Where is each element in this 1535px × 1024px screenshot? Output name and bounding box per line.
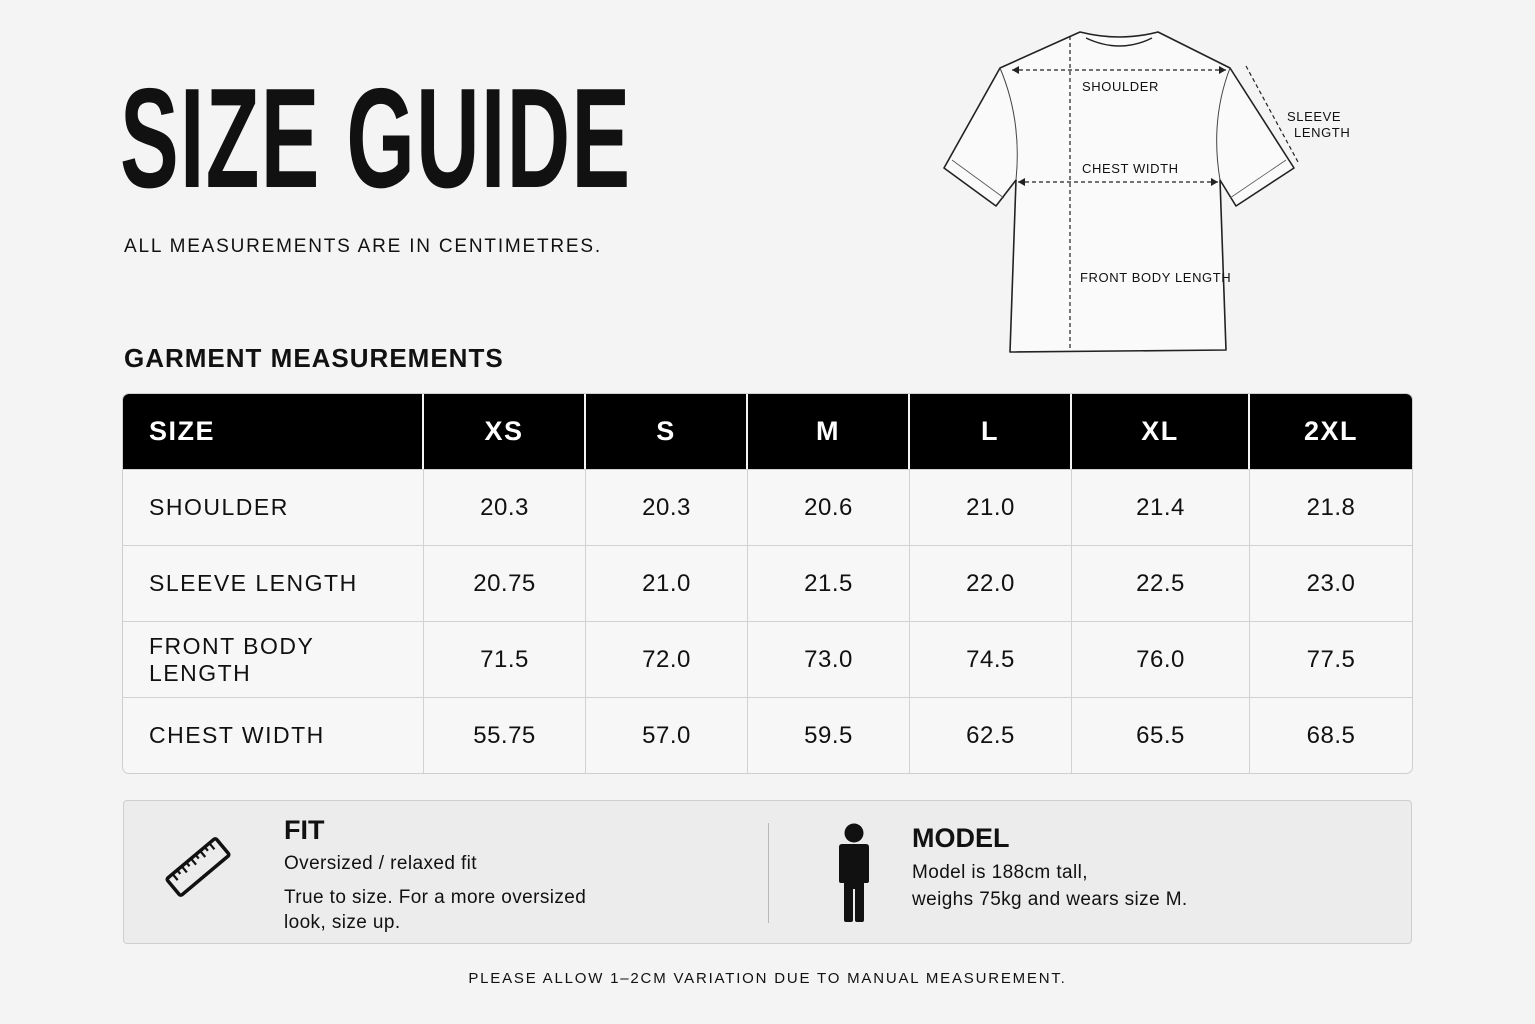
- fit-model-panel: [123, 800, 1412, 944]
- table-cell: 76.0: [1072, 621, 1250, 697]
- tshirt-diagram: [930, 20, 1350, 370]
- table-row: [123, 469, 1412, 545]
- table-cell: 20.3: [424, 469, 586, 545]
- header-xs: XS: [424, 394, 586, 469]
- panel-divider: [768, 823, 769, 923]
- table-cell: 62.5: [910, 697, 1072, 773]
- table-cell: 73.0: [748, 621, 910, 697]
- table-cell: 21.8: [1250, 469, 1412, 545]
- table-row: [123, 545, 1412, 621]
- table-cell: 20.75: [424, 545, 586, 621]
- table-cell: 59.5: [748, 697, 910, 773]
- table-cell: 23.0: [1250, 545, 1412, 621]
- table-cell: 21.0: [586, 545, 748, 621]
- model-size-text: weighs 75kg and wears size M.: [912, 889, 1188, 910]
- table-row: [123, 697, 1412, 773]
- model-title: MODEL: [912, 823, 1010, 853]
- person-icon: [832, 823, 876, 923]
- table-cell: 20.6: [748, 469, 910, 545]
- table-cell: 20.3: [586, 469, 748, 545]
- header-l: L: [910, 394, 1072, 469]
- table-cell: 57.0: [586, 697, 748, 773]
- model-height-text: Model is 188cm tall,: [912, 862, 1088, 883]
- page-title: SIZE GUIDE: [120, 59, 632, 218]
- table-cell: 72.0: [586, 621, 748, 697]
- table-cell: 55.75: [424, 697, 586, 773]
- fit-note: True to size. For a more oversized look, size up.: [284, 887, 587, 933]
- table-cell: 21.0: [910, 469, 1072, 545]
- row-label: FRONT BODY LENGTH: [123, 621, 424, 697]
- table-row: [123, 621, 1412, 697]
- label-front-body-length: FRONT BODY LENGTH: [1080, 270, 1232, 285]
- header-m: M: [748, 394, 910, 469]
- table-cell: 21.4: [1072, 469, 1250, 545]
- table-cell: 21.5: [748, 545, 910, 621]
- label-sleeve-line1: SLEEVE: [1287, 109, 1342, 124]
- fit-subtitle: Oversized / relaxed fit: [284, 853, 477, 874]
- header-s: S: [586, 394, 748, 469]
- table-cell: 68.5: [1250, 697, 1412, 773]
- page-subtitle: ALL MEASUREMENTS ARE IN CENTIMETRES.: [124, 236, 602, 257]
- table-cell: 22.5: [1072, 545, 1250, 621]
- row-label: SLEEVE LENGTH: [123, 545, 424, 621]
- table-cell: 22.0: [910, 545, 1072, 621]
- header-2xl: 2XL: [1250, 394, 1412, 469]
- header-xl: XL: [1072, 394, 1250, 469]
- section-title: GARMENT MEASUREMENTS: [124, 343, 504, 373]
- table-cell: 65.5: [1072, 697, 1250, 773]
- label-sleeve-line2: LENGTH: [1294, 125, 1350, 140]
- label-shoulder: SHOULDER: [1082, 79, 1160, 94]
- label-chest-width: CHEST WIDTH: [1082, 161, 1179, 176]
- table-cell: 74.5: [910, 621, 1072, 697]
- fit-title: FIT: [284, 815, 325, 845]
- table-cell: 71.5: [424, 621, 586, 697]
- measurement-table: [123, 394, 1412, 773]
- table-cell: 77.5: [1250, 621, 1412, 697]
- row-label: SHOULDER: [123, 469, 424, 545]
- ruler-icon: [162, 831, 234, 903]
- table-header-row: [123, 394, 1412, 469]
- header-size: SIZE: [123, 394, 424, 469]
- footnote: PLEASE ALLOW 1–2CM VARIATION DUE TO MANUAL MEASUREMENT.: [468, 970, 1067, 987]
- row-label: CHEST WIDTH: [123, 697, 424, 773]
